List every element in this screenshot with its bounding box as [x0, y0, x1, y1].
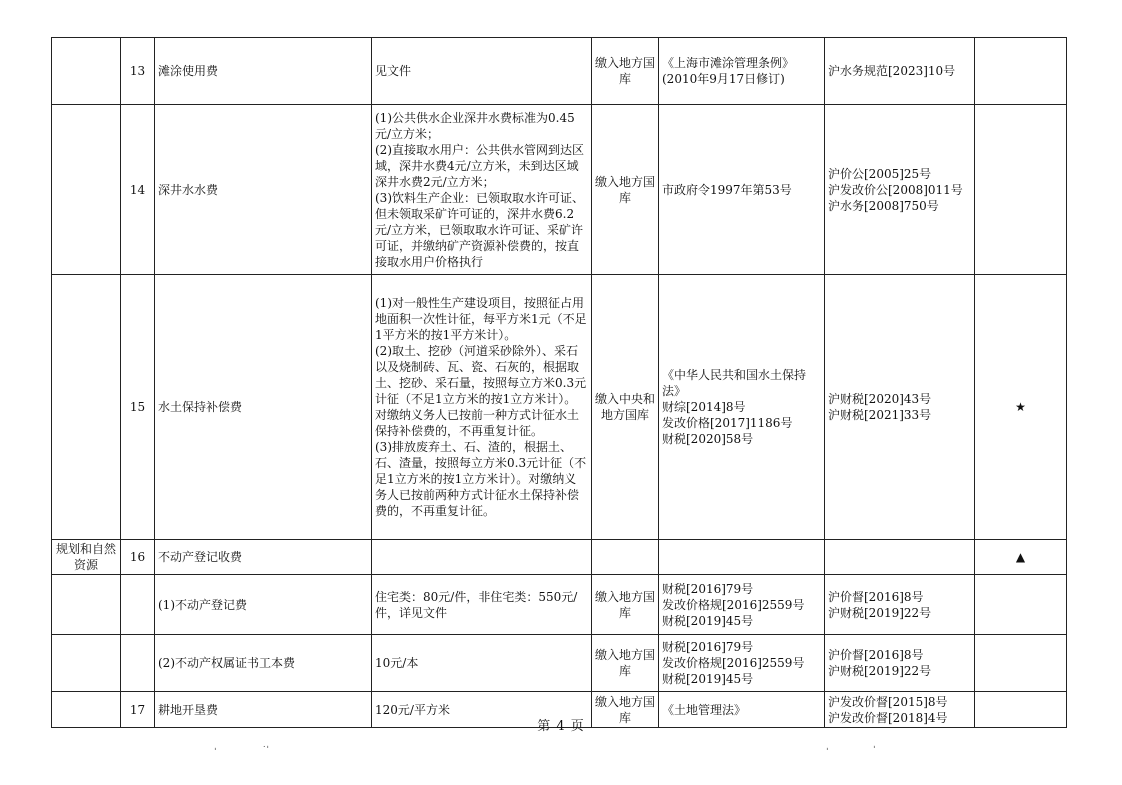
fee-standard: 住宅类：80元/件，非住宅类：550元/件，详见文件: [372, 575, 592, 635]
table-row: [52, 575, 1067, 635]
row-category: [52, 275, 121, 540]
fee-standard: (1)公共供水企业深井水费标准为0.45元/立方米； (2)直接取水用户：公共供水管网到达区域，深井水费4元/立方米，未到达区域深井水费2元/立方米； (3)饮料生产企业：已领取取水许可证、但未领取采矿许可证的，深井水费6.2元/立方米，已领取取水许可证、采矿许可证，并缴纳矿产资源补偿费的，按直接取水用户价格执行: [372, 105, 592, 275]
row-number: 15: [121, 275, 155, 540]
fee-name: 滩涂使用费: [155, 38, 372, 105]
row-mark: ★: [975, 275, 1067, 540]
central-basis: 财税[2016]79号 发改价格规[2016]2559号 财税[2019]45号: [659, 635, 825, 692]
fee-destination: 缴入地方国库: [592, 105, 659, 275]
central-basis: 市政府令1997年第53号: [659, 105, 825, 275]
fee-destination: 缴入地方国库: [592, 635, 659, 692]
fee-name: (2)不动产权属证书工本费: [155, 635, 372, 692]
fee-destination: 缴入地方国库: [592, 575, 659, 635]
central-basis: 财税[2016]79号 发改价格规[2016]2559号 财税[2019]45号: [659, 575, 825, 635]
central-basis: 《上海市滩涂管理条例》 (2010年9月17日修订): [659, 38, 825, 105]
table-row: [52, 540, 1067, 575]
row-mark: [975, 105, 1067, 275]
fee-standard: 见文件: [372, 38, 592, 105]
scan-speck: ˈ: [826, 748, 829, 758]
local-basis: [825, 540, 975, 575]
table-row: [52, 275, 1067, 540]
row-number: [121, 575, 155, 635]
row-mark: [975, 575, 1067, 635]
row-category: [52, 635, 121, 692]
local-basis: 沪财税[2020]43号 沪财税[2021]33号: [825, 275, 975, 540]
row-category: 规划和自然资源: [52, 540, 121, 575]
scan-speck: ˙ˈ: [262, 746, 269, 756]
fee-destination: 缴入中央和地方国库: [592, 275, 659, 540]
row-number: [121, 635, 155, 692]
row-mark: [975, 38, 1067, 105]
fee-name: (1)不动产登记费: [155, 575, 372, 635]
fee-destination: 缴入地方国库: [592, 38, 659, 105]
local-basis: 沪价公[2005]25号 沪发改价公[2008]011号 沪水务[2008]750号: [825, 105, 975, 275]
row-mark: ▲: [975, 540, 1067, 575]
local-basis: 沪价督[2016]8号 沪财税[2019]22号: [825, 635, 975, 692]
fee-standard: (1)对一般性生产建设项目，按照征占用地面积一次性计征，每平方米1元（不足1平方米的按1平方米计）。 (2)取土、挖砂（河道采砂除外）、采石以及烧制砖、瓦、瓷、石灰的，根据取土、挖砂、采石量，按照每立方米0.3元计征（不足1立方米的按1立方米计）。对缴纳义务人已按前一种方式计征水土保持补偿费的，不再重复计征。 (3)排放废弃土、石、渣的，根据土、石、渣量，按照每立方米0.3元计征（不足1立方米的按1立方米计）。对缴纳义务人已按前两种方式计征水土保持补偿费的，不再重复计征。: [372, 275, 592, 540]
central-basis: 《土地管理法》: [659, 692, 825, 728]
row-number: 16: [121, 540, 155, 575]
fee-name: 不动产登记收费: [155, 540, 372, 575]
row-number: 17: [121, 692, 155, 728]
row-number: 14: [121, 105, 155, 275]
row-category: [52, 105, 121, 275]
fee-standard: [372, 540, 592, 575]
local-basis: 沪价督[2016]8号 沪财税[2019]22号: [825, 575, 975, 635]
table-row: [52, 105, 1067, 275]
fee-table: [51, 37, 1067, 728]
fee-destination: 缴入地方国库: [592, 692, 659, 728]
scan-speck: ˈ: [214, 748, 217, 758]
row-mark: [975, 635, 1067, 692]
fee-name: 耕地开垦费: [155, 692, 372, 728]
row-category: [52, 575, 121, 635]
row-number: 13: [121, 38, 155, 105]
central-basis: [659, 540, 825, 575]
fee-name: 水土保持补偿费: [155, 275, 372, 540]
scan-speck: ˈ: [873, 746, 876, 756]
fee-standard: 120元/平方米: [372, 692, 592, 728]
local-basis: 沪发改价督[2015]8号 沪发改价督[2018]4号: [825, 692, 975, 728]
table-row: [52, 38, 1067, 105]
central-basis: 《中华人民共和国水土保持法》 财综[2014]8号 发改价格[2017]1186号 财税[2020]58号: [659, 275, 825, 540]
page-number: 第 4 页: [537, 719, 585, 734]
local-basis: 沪水务规范[2023]10号: [825, 38, 975, 105]
fee-name: 深井水水费: [155, 105, 372, 275]
fee-standard: 10元/本: [372, 635, 592, 692]
table-row: [52, 635, 1067, 692]
row-category: [52, 38, 121, 105]
fee-destination: [592, 540, 659, 575]
